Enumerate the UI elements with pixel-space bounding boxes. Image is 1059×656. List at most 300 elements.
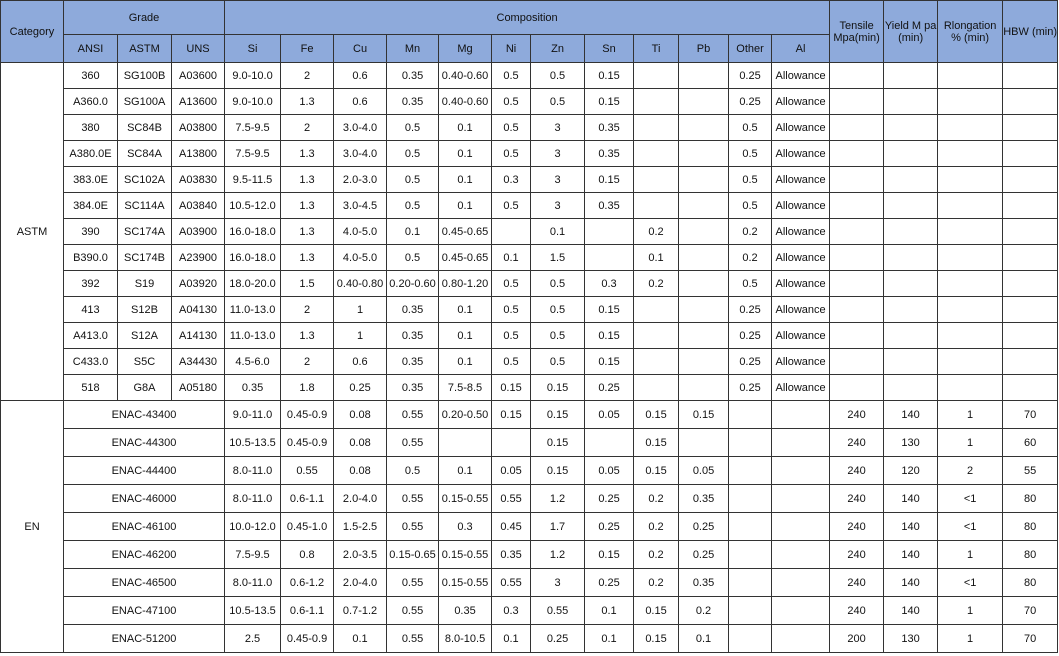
table-cell: 0.6 (334, 89, 387, 115)
table-cell: Allowance (772, 89, 830, 115)
table-cell (1003, 271, 1058, 297)
table-cell: 0.55 (492, 569, 531, 597)
table-cell: 10.0-12.0 (225, 513, 281, 541)
table-cell: 0.08 (334, 429, 387, 457)
table-cell: 11.0-13.0 (225, 323, 281, 349)
table-cell: 0.2 (634, 271, 679, 297)
table-cell: 0.15 (492, 401, 531, 429)
table-cell: 240 (830, 513, 884, 541)
table-row (1, 625, 1058, 653)
table-cell: 70 (1003, 597, 1058, 625)
table-row (1, 485, 1058, 513)
table-cell: 0.5 (729, 115, 772, 141)
table-cell: ENAC-46500 (64, 569, 225, 597)
table-cell: 0.45-0.9 (281, 625, 334, 653)
table-cell: 0.35 (387, 375, 439, 401)
table-cell: 0.6-1.1 (281, 597, 334, 625)
table-cell: 0.40-0.80 (334, 271, 387, 297)
table-cell: 200 (830, 625, 884, 653)
table-row (1, 541, 1058, 569)
table-cell: 0.45-0.65 (439, 245, 492, 271)
table-cell: 0.25 (585, 569, 634, 597)
table-cell: 2.0-4.0 (334, 569, 387, 597)
table-cell: 0.5 (387, 167, 439, 193)
header-pb: Pb (679, 35, 729, 63)
table-cell: 80 (1003, 485, 1058, 513)
table-cell: 0.20-0.50 (439, 401, 492, 429)
table-cell: 0.45-0.9 (281, 401, 334, 429)
table-cell: 0.55 (492, 485, 531, 513)
table-cell: 0.5 (729, 193, 772, 219)
table-cell: 10.5-13.5 (225, 429, 281, 457)
table-cell: 0.35 (679, 569, 729, 597)
table-cell (830, 89, 884, 115)
table-cell: 2.5 (225, 625, 281, 653)
table-cell: 0.1 (439, 193, 492, 219)
table-cell (884, 89, 938, 115)
table-cell: A413.0 (64, 323, 118, 349)
table-cell (938, 349, 1003, 375)
table-cell: 0.15-0.65 (387, 541, 439, 569)
table-cell: 3.0-4.0 (334, 115, 387, 141)
table-row (1, 193, 1058, 219)
table-cell (1003, 375, 1058, 401)
table-cell: <1 (938, 485, 1003, 513)
table-row (1, 569, 1058, 597)
table-cell: 0.2 (634, 569, 679, 597)
table-cell: 0.2 (634, 219, 679, 245)
table-cell: 3.0-4.0 (334, 141, 387, 167)
table-cell: 1.5-2.5 (334, 513, 387, 541)
header-si: Si (225, 35, 281, 63)
table-cell (938, 271, 1003, 297)
table-cell (884, 219, 938, 245)
table-cell: 240 (830, 457, 884, 485)
table-cell: Allowance (772, 193, 830, 219)
table-cell (1003, 115, 1058, 141)
table-cell: 0.6 (334, 63, 387, 89)
table-cell: A03600 (172, 63, 225, 89)
table-cell: G8A (118, 375, 172, 401)
table-cell: SC174A (118, 219, 172, 245)
category-en: EN (1, 401, 64, 653)
table-cell: 0.5 (387, 245, 439, 271)
table-cell: 0.15 (585, 541, 634, 569)
table-cell: 0.15 (585, 323, 634, 349)
table-cell (884, 375, 938, 401)
table-cell: 0.25 (729, 349, 772, 375)
table-cell: SG100B (118, 63, 172, 89)
header-category: Category (1, 1, 64, 63)
header-elongation: Rlongation % (min) (938, 1, 1003, 63)
table-cell: 2 (281, 115, 334, 141)
category-astm: ASTM (1, 63, 64, 401)
table-cell: 240 (830, 541, 884, 569)
table-cell: 0.55 (387, 429, 439, 457)
table-cell (830, 271, 884, 297)
table-cell (884, 115, 938, 141)
header-ni: Ni (492, 35, 531, 63)
table-cell: 0.35 (585, 193, 634, 219)
header-astm: ASTM (118, 35, 172, 63)
table-cell (884, 193, 938, 219)
table-cell: S12B (118, 297, 172, 323)
table-cell: 380 (64, 115, 118, 141)
table-cell: 11.0-13.0 (225, 297, 281, 323)
table-cell: A23900 (172, 245, 225, 271)
table-cell: 0.5 (387, 457, 439, 485)
table-cell: ENAC-51200 (64, 625, 225, 653)
table-cell: 1.5 (281, 271, 334, 297)
table-cell: 0.55 (531, 597, 585, 625)
table-cell: 0.25 (334, 375, 387, 401)
table-cell (634, 297, 679, 323)
table-cell: 240 (830, 429, 884, 457)
table-cell: 0.5 (531, 63, 585, 89)
header-yield: Yield M pa (min) (884, 1, 938, 63)
table-cell: 0.25 (729, 323, 772, 349)
table-cell: 0.15 (531, 375, 585, 401)
table-cell: 240 (830, 401, 884, 429)
table-cell (938, 63, 1003, 89)
table-cell: 0.15 (634, 401, 679, 429)
table-cell (1003, 89, 1058, 115)
table-cell: 1.7 (531, 513, 585, 541)
table-cell: 0.3 (585, 271, 634, 297)
table-cell: 0.35 (585, 115, 634, 141)
table-cell: 3 (531, 569, 585, 597)
table-cell (585, 429, 634, 457)
table-cell: 80 (1003, 569, 1058, 597)
table-cell (772, 513, 830, 541)
table-cell (679, 323, 729, 349)
table-cell: 2.0-3.5 (334, 541, 387, 569)
table-cell (938, 193, 1003, 219)
table-cell: 0.1 (387, 219, 439, 245)
table-cell (729, 429, 772, 457)
table-cell: 0.35 (439, 597, 492, 625)
table-cell (585, 245, 634, 271)
table-cell (772, 401, 830, 429)
table-row (1, 349, 1058, 375)
table-cell: 1 (334, 323, 387, 349)
table-cell: 0.1 (439, 457, 492, 485)
table-cell: 0.1 (439, 141, 492, 167)
table-cell (938, 115, 1003, 141)
table-cell: 0.5 (531, 349, 585, 375)
table-cell: 0.25 (585, 375, 634, 401)
table-cell: 16.0-18.0 (225, 219, 281, 245)
header-mn: Mn (387, 35, 439, 63)
table-cell: 0.15 (634, 429, 679, 457)
table-cell: ENAC-43400 (64, 401, 225, 429)
table-cell: A34430 (172, 349, 225, 375)
table-cell: 0.1 (585, 625, 634, 653)
table-cell (1003, 349, 1058, 375)
table-row (1, 429, 1058, 457)
table-cell: 240 (830, 569, 884, 597)
table-cell: 7.5-8.5 (439, 375, 492, 401)
table-cell: A03830 (172, 167, 225, 193)
table-cell: Allowance (772, 219, 830, 245)
table-cell (884, 297, 938, 323)
table-cell (679, 297, 729, 323)
header-tensile: Tensile Mpa(min) (830, 1, 884, 63)
table-cell: 1.5 (531, 245, 585, 271)
table-cell (634, 63, 679, 89)
header-fe: Fe (281, 35, 334, 63)
table-cell: 2 (281, 349, 334, 375)
table-cell (884, 245, 938, 271)
table-cell: 140 (884, 597, 938, 625)
table-cell: 130 (884, 429, 938, 457)
table-cell (729, 597, 772, 625)
table-cell: 360 (64, 63, 118, 89)
table-cell: ENAC-44300 (64, 429, 225, 457)
table-cell (729, 541, 772, 569)
table-cell: 140 (884, 541, 938, 569)
table-cell: 3.0-4.5 (334, 193, 387, 219)
table-cell: 0.15 (679, 401, 729, 429)
table-cell: 0.25 (729, 297, 772, 323)
table-cell: A360.0 (64, 89, 118, 115)
table-cell: 0.15 (585, 89, 634, 115)
table-cell: 0.5 (492, 297, 531, 323)
header-other: Other (729, 35, 772, 63)
table-cell (884, 271, 938, 297)
table-cell: 0.1 (439, 349, 492, 375)
table-row (1, 63, 1058, 89)
table-cell: Allowance (772, 167, 830, 193)
table-cell (884, 323, 938, 349)
table-cell: 1.3 (281, 89, 334, 115)
table-cell: ENAC-46200 (64, 541, 225, 569)
table-row (1, 167, 1058, 193)
header-grade: Grade (64, 1, 225, 35)
table-cell: 0.5 (492, 115, 531, 141)
table-cell: 1.3 (281, 323, 334, 349)
table-cell (1003, 219, 1058, 245)
table-cell: 3 (531, 141, 585, 167)
table-cell: 2 (281, 297, 334, 323)
table-cell: 0.20-0.60 (387, 271, 439, 297)
table-row (1, 513, 1058, 541)
table-cell: 0.5 (492, 349, 531, 375)
table-cell: 0.15 (634, 457, 679, 485)
table-cell: Allowance (772, 271, 830, 297)
table-cell (772, 569, 830, 597)
table-cell: 0.2 (729, 245, 772, 271)
table-cell: A14130 (172, 323, 225, 349)
table-cell: 2.0-4.0 (334, 485, 387, 513)
header-ti: Ti (634, 35, 679, 63)
table-cell (585, 219, 634, 245)
table-cell: 0.08 (334, 401, 387, 429)
table-cell (492, 219, 531, 245)
header-composition: Composition (225, 1, 830, 35)
table-cell: 0.55 (387, 597, 439, 625)
table-cell: 1 (938, 401, 1003, 429)
table-cell: 4.0-5.0 (334, 219, 387, 245)
table-cell: 240 (830, 485, 884, 513)
table-row (1, 271, 1058, 297)
table-cell (830, 141, 884, 167)
table-cell: 0.15 (531, 457, 585, 485)
table-cell: 0.35 (679, 485, 729, 513)
table-cell: 8.0-10.5 (439, 625, 492, 653)
table-cell (938, 245, 1003, 271)
table-cell (679, 167, 729, 193)
table-cell (830, 375, 884, 401)
table-cell: S5C (118, 349, 172, 375)
table-cell: Allowance (772, 245, 830, 271)
table-cell (1003, 167, 1058, 193)
table-cell (938, 141, 1003, 167)
table-cell (884, 141, 938, 167)
table-cell (772, 541, 830, 569)
table-cell: 0.1 (439, 297, 492, 323)
table-cell (830, 63, 884, 89)
header-cu: Cu (334, 35, 387, 63)
table-cell: A03840 (172, 193, 225, 219)
table-cell: 0.45-1.0 (281, 513, 334, 541)
table-cell: SC84A (118, 141, 172, 167)
table-cell: SC84B (118, 115, 172, 141)
table-cell: 16.0-18.0 (225, 245, 281, 271)
table-cell (634, 193, 679, 219)
table-cell: 0.35 (387, 297, 439, 323)
table-cell: 0.1 (439, 167, 492, 193)
table-cell: 0.15 (634, 597, 679, 625)
table-cell: 140 (884, 569, 938, 597)
table-cell: 0.40-0.60 (439, 63, 492, 89)
table-cell: 0.55 (387, 485, 439, 513)
table-cell: 0.35 (387, 349, 439, 375)
table-row (1, 297, 1058, 323)
table-cell (772, 597, 830, 625)
table-cell: 0.45-0.65 (439, 219, 492, 245)
table-cell: 0.55 (281, 457, 334, 485)
table-cell: 0.35 (585, 141, 634, 167)
table-cell: 0.15 (585, 63, 634, 89)
table-cell: 55 (1003, 457, 1058, 485)
table-cell: B390.0 (64, 245, 118, 271)
table-cell: 0.5 (531, 271, 585, 297)
table-cell: 0.05 (585, 457, 634, 485)
table-cell: 0.6-1.1 (281, 485, 334, 513)
table-cell: 0.55 (387, 513, 439, 541)
table-cell (729, 569, 772, 597)
table-cell (830, 115, 884, 141)
table-cell: 0.15 (634, 625, 679, 653)
table-cell: 9.5-11.5 (225, 167, 281, 193)
table-row (1, 245, 1058, 271)
table-cell: 4.0-5.0 (334, 245, 387, 271)
table-cell: 0.55 (387, 625, 439, 653)
table-cell: 392 (64, 271, 118, 297)
table-cell (634, 141, 679, 167)
table-cell: 0.5 (729, 271, 772, 297)
header-ansi: ANSI (64, 35, 118, 63)
table-cell: A05180 (172, 375, 225, 401)
table-cell: 3 (531, 167, 585, 193)
table-cell: 10.5-12.0 (225, 193, 281, 219)
table-cell: ENAC-44400 (64, 457, 225, 485)
table-cell: 0.1 (531, 219, 585, 245)
table-cell: SC174B (118, 245, 172, 271)
table-cell: Allowance (772, 297, 830, 323)
table-cell (1003, 193, 1058, 219)
table-cell: 0.5 (531, 297, 585, 323)
table-row (1, 457, 1058, 485)
table-cell: <1 (938, 513, 1003, 541)
table-cell: 4.5-6.0 (225, 349, 281, 375)
table-cell (634, 167, 679, 193)
table-cell: 1.3 (281, 193, 334, 219)
table-cell (938, 89, 1003, 115)
table-cell (830, 167, 884, 193)
table-cell: 0.15 (585, 297, 634, 323)
table-cell: 0.45 (492, 513, 531, 541)
table-cell: 2 (938, 457, 1003, 485)
table-cell: 1 (938, 541, 1003, 569)
table-cell: 0.25 (585, 513, 634, 541)
table-cell: 7.5-9.5 (225, 115, 281, 141)
table-cell: 0.1 (439, 115, 492, 141)
header-zn: Zn (531, 35, 585, 63)
header-sn: Sn (585, 35, 634, 63)
table-cell (772, 625, 830, 653)
table-cell: 0.5 (492, 89, 531, 115)
header-mg: Mg (439, 35, 492, 63)
table-cell (1003, 141, 1058, 167)
table-cell: 80 (1003, 513, 1058, 541)
table-cell: 0.35 (387, 323, 439, 349)
table-cell: 0.1 (492, 245, 531, 271)
table-cell: A380.0E (64, 141, 118, 167)
table-cell: 0.5 (531, 323, 585, 349)
table-cell (830, 349, 884, 375)
table-cell: 0.2 (634, 513, 679, 541)
table-cell: 1.3 (281, 141, 334, 167)
table-cell: 384.0E (64, 193, 118, 219)
table-cell: 0.3 (492, 167, 531, 193)
table-cell (884, 63, 938, 89)
table-cell (772, 457, 830, 485)
table-cell: 1 (334, 297, 387, 323)
table-cell: 9.0-11.0 (225, 401, 281, 429)
table-cell: 0.1 (492, 625, 531, 653)
table-cell: 0.5 (492, 271, 531, 297)
table-cell (492, 429, 531, 457)
table-cell: 120 (884, 457, 938, 485)
table-cell: 7.5-9.5 (225, 541, 281, 569)
table-cell: 0.6 (334, 349, 387, 375)
table-cell: 2.0-3.0 (334, 167, 387, 193)
table-cell: ENAC-46100 (64, 513, 225, 541)
table-cell (938, 323, 1003, 349)
table-cell: 1 (938, 597, 1003, 625)
table-cell: 0.25 (729, 375, 772, 401)
table-cell (634, 349, 679, 375)
table-cell (1003, 63, 1058, 89)
table-cell: 0.1 (634, 245, 679, 271)
table-cell: 0.3 (492, 597, 531, 625)
table-cell: 0.3 (439, 513, 492, 541)
table-cell (679, 429, 729, 457)
table-cell: Allowance (772, 375, 830, 401)
table-cell: 0.5 (492, 63, 531, 89)
